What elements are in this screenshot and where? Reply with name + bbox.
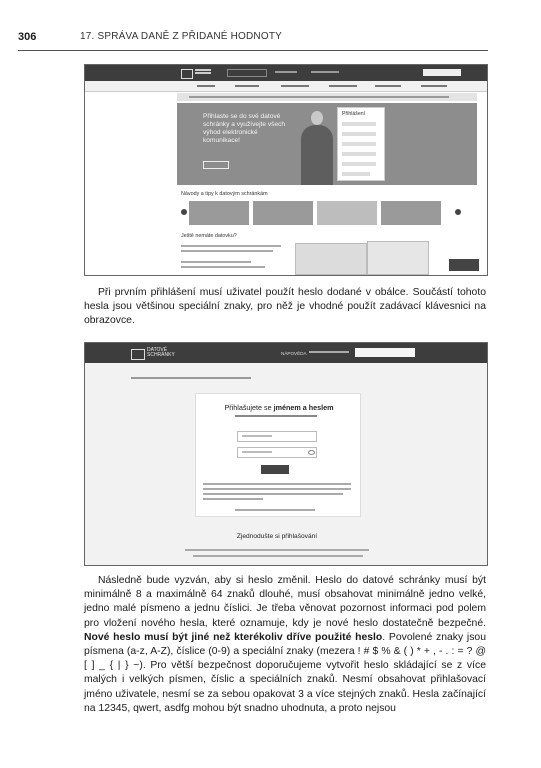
login-subtitle-link [235,415,317,417]
login-logo-icon [131,349,145,360]
password-field [237,447,317,458]
chapter-title: 17. SPRÁVA DANĚ Z PŘIDANÉ HODNOTY [80,31,283,42]
paragraph-bold: Nové heslo musí být jiné než kterékoliv dříve použité heslo [84,631,383,643]
portal-section-title: Návody a tipy k datovým schránkám [181,191,268,197]
info-text-line [203,498,263,500]
portal-card [189,201,249,225]
screenshot-login-page [84,342,488,566]
paragraph-password-rules [84,574,486,716]
info-text-line [203,483,351,485]
running-header [18,28,488,51]
login-title [205,403,353,412]
login-search-box [355,348,415,357]
portal-badge [449,259,479,271]
portal-section2-title: Ještě nemáte datovku? [181,233,237,239]
forgot-password-link [235,509,315,511]
footer-text-line [193,555,363,557]
simplify-title: Zjednodušte si přihlašování [236,533,318,540]
portal-top-phone [311,71,339,73]
screenshot-portal-homepage [84,64,488,276]
paragraph-text: Při prvním přihlášení musí uživatel použít heslo dodané v obálce. Součástí tohoto hesla jsou většinou speciální znaky, pro něž je vhodné použít zadávací klávesnici na obrazovce. [84,287,486,327]
portal-cards [181,201,443,225]
portal-nav-bar [85,81,487,92]
portal-hero-button [203,161,229,169]
portal-card [381,201,441,225]
carousel-next-icon [455,209,461,215]
info-text-line [203,488,351,490]
portal-text-line [181,266,265,268]
portal-login-box [337,107,385,181]
portal-top-link [275,71,297,73]
login-logo-text [147,348,175,359]
eye-icon [308,450,315,455]
login-title-bold: jménem a heslem [273,403,334,412]
portal-login-title: Přihlášení [342,111,366,117]
person-head [311,111,323,125]
breadcrumb [131,377,251,379]
portal-top-button [227,69,267,77]
portal-notice-bar [177,93,477,101]
username-field [237,431,317,442]
help-link: NÁPOVĚDA [281,351,307,356]
portal-text-line [181,245,281,247]
portal-logo-icon [181,69,193,79]
login-button [261,465,289,474]
logo-line2: SCHRÁNKY [147,352,175,359]
page-number: 306 [18,31,37,43]
portal-device-mockup [295,243,367,275]
login-title-prefix: Přihlašujete se [224,403,274,412]
paragraph-text [84,574,486,716]
portal-search-box [423,69,461,76]
portal-card [253,201,313,225]
logo-line1: DATOVÉ [147,347,168,353]
person-body [301,125,333,185]
portal-logo-text [195,69,211,71]
footer-text-line [185,549,369,551]
paragraph-part1: Následně bude vyzván, aby si heslo změnil. Heslo do datové schránky musí být minimálně 8 a maximálně 64 znaků dlouhé, musí obsahovat minimálně jedno velké, jedno malé písmeno a jednu číslici. Je třeba věnovat pozornost informaci pod polem pro vložení nového hesla, které oznamuje, kdy je nové heslo dostatečně bezpečné. [84,575,486,629]
paragraph-first-login [84,286,486,329]
paragraph-part2: . Povolené znaky jsou písmena (a-z, A-Z), číslice (0-9) a speciální znaky (mezera ! # $ % & ( ) * + , - . : = ? @ [ ] _ { | } ~). Pro větší bezpečnost doporučujeme vytvořit heslo skládající se z více malých i velkých písmen, číslic a speciálních znaků. Nesmí obsahovat přihlašovací jméno uživatele, nesmí se za sebou opakovat 3 a více stejných znaků. Hesla začínající na 12345, qwert, asdfg mohou být snadno uhodnuta, a proto nejsou [84,631,486,714]
phone-line [309,351,349,353]
portal-text-line [181,261,251,263]
portal-hero-text: Přihlaste se do své datové schránky a využívejte všech výhod elektronické komunikace! [203,113,286,144]
portal-device-mockup [367,241,429,275]
portal-card [317,201,377,225]
info-text-line [203,493,343,495]
portal-text-line [181,250,273,252]
